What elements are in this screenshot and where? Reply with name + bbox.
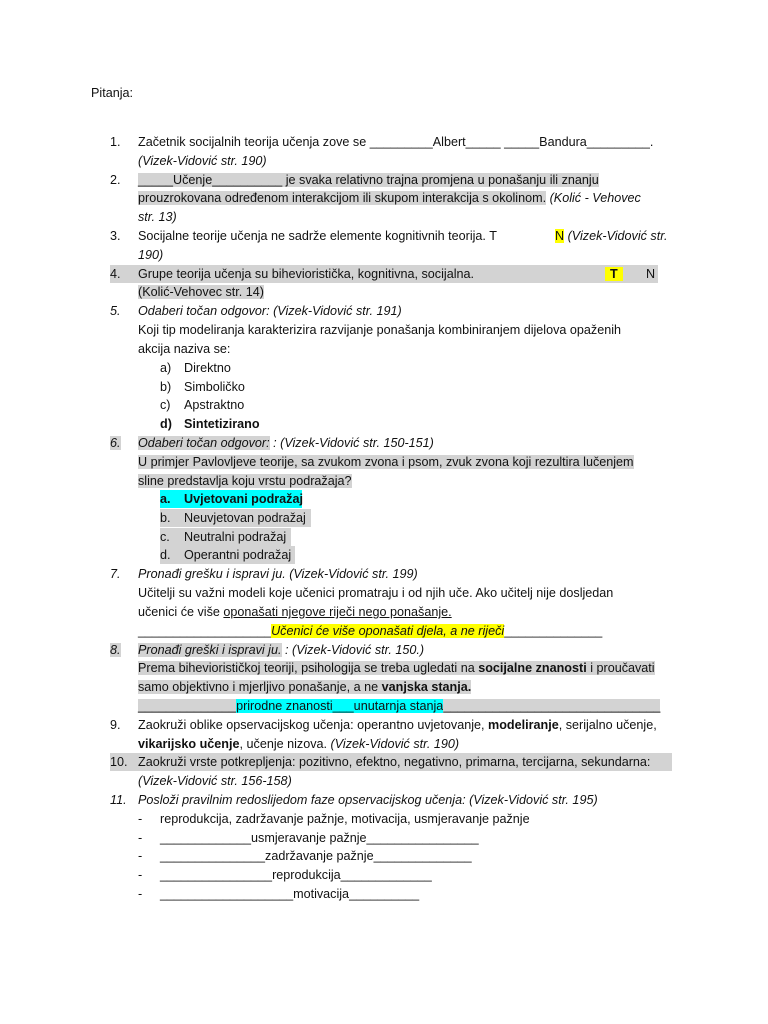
list-item: ________________reprodukcija_____________ xyxy=(160,868,432,882)
answer-highlight: Učenici će više oponašati djela, a ne riječi xyxy=(271,624,505,638)
question-text-line-1: Koji tip modeliranja karakterizira razvijanje ponašanja kombiniranjem dijelova opaženih xyxy=(138,323,622,337)
question-text-line-1: Zaokruži oblike opservacijskog učenja: operantno uvjetovanje, modeliranje, serijalno učenje, xyxy=(138,718,657,732)
question-text-line-2: vikarijsko učenje, učenje nizova. (Vizek-Vidović str. 190) xyxy=(138,737,460,751)
list-item: ___________________motivacija__________ xyxy=(160,887,420,901)
option: c. Neutralni podražaj xyxy=(160,528,291,546)
question-number: 3. xyxy=(110,229,121,243)
answer-highlight: T xyxy=(605,267,623,281)
error-text: oponašati njegove riječi nego ponašanje. xyxy=(223,605,452,619)
question-number: 4. xyxy=(110,267,121,281)
option-correct: a. Uvjetovani podražaj xyxy=(160,492,303,506)
answer-line: ___________________Učenici će više oponašati djela, a ne riječi______________ xyxy=(138,624,603,638)
question-number: 2. xyxy=(110,173,121,187)
question-number: 8. xyxy=(110,643,121,657)
option-text-correct: Sintetizirano xyxy=(184,417,260,431)
question-text-line-1: Prema biheviorističkoj teoriji, psihologija se treba ugledati na socijalne znanosti i proučavati xyxy=(138,661,655,675)
question-text-line-2: samo objektivno i mjerljivo ponašanje, a ne vanjska stanja. xyxy=(138,680,472,694)
question-text-line-2: učenici će više oponašati njegove riječi nego ponašanje. xyxy=(138,605,452,619)
question-text: Zaokruži vrste potkrepljenja: pozitivno, efektno, negativno, primarna, tercijarna, sekundarna: xyxy=(138,755,651,769)
question-number: 10. xyxy=(110,755,128,769)
question-text: Grupe teorija učenja su bihevioristička, kognitivna, socijalna. xyxy=(138,267,475,281)
option-text: Apstraktno xyxy=(184,398,245,412)
answer-line xyxy=(605,265,623,283)
answer-highlight: N xyxy=(555,229,565,243)
list-dash: - xyxy=(138,887,143,901)
page-heading: Pitanja: xyxy=(91,86,134,100)
question-title: Pronađi greški i ispravi ju. : (Vizek-Vidović str. 150.) xyxy=(138,643,425,657)
question-text-line-1: Učitelji su važni modeli koje učenici promatraju i od njih uče. Ako učitelj nije dosljedan xyxy=(138,586,614,600)
question-reference: (Vizek-Vidović str. 156-158) xyxy=(138,774,292,788)
list-dash: - xyxy=(138,849,143,863)
option-letter: c) xyxy=(160,398,171,412)
question-text-line-1: _____Učenje__________ je svaka relativno trajna promjena u ponašanju ili znanju xyxy=(138,173,599,187)
question-number: 7. xyxy=(110,567,121,581)
question-reference: str. 13) xyxy=(138,210,177,224)
list-dash: - xyxy=(138,868,143,882)
option-letter: b) xyxy=(160,380,172,394)
question-title: Posloži pravilnim redoslijedom faze opservacijskog učenja: (Vizek-Vidović str. 195) xyxy=(138,793,598,807)
question-text-line-2: akcija naziva se: xyxy=(138,342,231,356)
answer-line: N (Vizek-Vidović str. xyxy=(555,229,668,243)
list-item: _______________zadržavanje pažnje______________ xyxy=(160,849,472,863)
question-reference: (Kolić-Vehovec str. 14) xyxy=(138,285,264,299)
question-reference: 190) xyxy=(138,248,164,262)
list-item: reprodukcija, zadržavanje pažnje, motivacija, usmjeravanje pažnje xyxy=(160,812,530,826)
list-dash: - xyxy=(138,812,143,826)
list-item: _____________usmjeravanje pažnje________________ xyxy=(160,831,479,845)
question-title: Odaberi točan odgovor: (Vizek-Vidović str. 191) xyxy=(138,304,402,318)
option: d. Operantni podražaj xyxy=(160,546,295,564)
list-dash: - xyxy=(138,831,143,845)
option: b. Neuvjetovan podražaj xyxy=(160,509,311,527)
question-text-line-1: U primjer Pavlovljeve teorije, sa zvukom zvona i psom, zvuk zvona koji rezultira lučenjem xyxy=(138,455,634,469)
question-title: Pronađi grešku i ispravi ju. (Vizek-Vidović str. 199) xyxy=(138,567,418,581)
option-letter: a) xyxy=(160,361,172,375)
question-text-line-2: prouzrokovana određenom interakcijom ili skupom interakcija s okolinom. (Kolić - Vehovec xyxy=(138,191,641,205)
question-number: 1. xyxy=(110,135,121,149)
option-text: Simboličko xyxy=(184,380,245,394)
question-number: 5. xyxy=(110,304,121,318)
question-text: Začetnik socijalnih teorija učenja zove se _________Albert_____ _____Bandura_________. xyxy=(138,135,654,149)
question-text: Socijalne teorije učenja ne sadrže elemente kognitivnih teorija. T xyxy=(138,229,497,243)
question-number: 6. xyxy=(110,436,121,450)
question-number: 11. xyxy=(110,793,127,807)
option-text: Direktno xyxy=(184,361,231,375)
question-reference: (Vizek-Vidović str. 190) xyxy=(138,154,267,168)
option-letter: d) xyxy=(160,417,172,431)
question-title: Odaberi točan odgovor: : (Vizek-Vidović str. 150-151) xyxy=(138,436,434,450)
question-text-line-2: sline predstavlja koju vrstu podražaja? xyxy=(138,474,352,488)
question-number: 9. xyxy=(110,718,121,732)
answer-option: N xyxy=(646,267,656,281)
answer-highlight: prirodne znanosti___unutarnja stanja xyxy=(236,699,444,713)
answer-line: ______________prirodne znanosti___unutarnja stanja_______________________________ xyxy=(138,699,661,713)
